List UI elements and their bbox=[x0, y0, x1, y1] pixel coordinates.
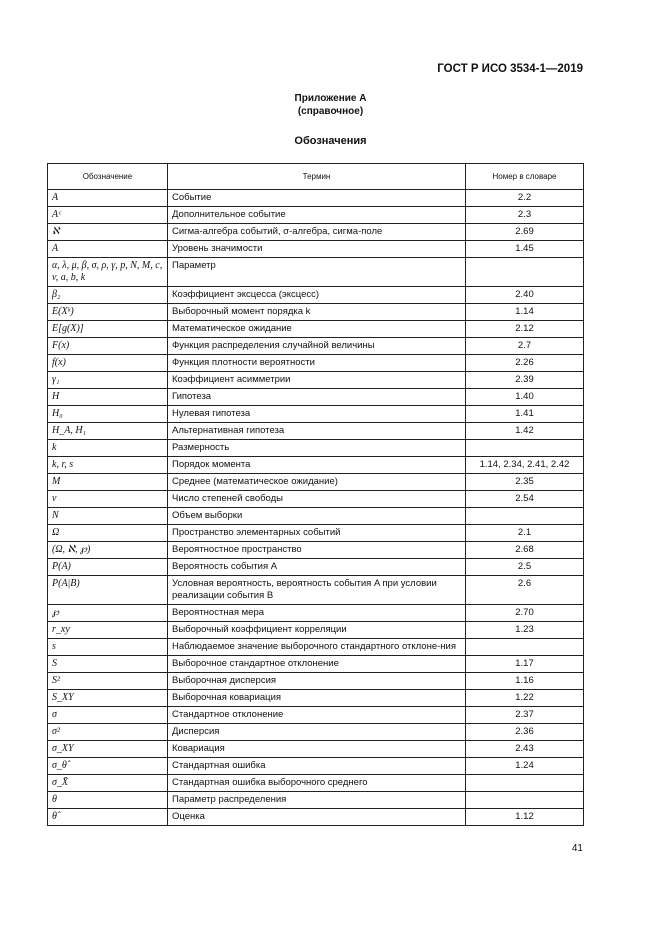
term-cell: Сигма-алгебра событий, σ-алгебра, сигма-поле bbox=[168, 224, 466, 241]
table-row bbox=[48, 372, 584, 389]
number-cell: 2.2 bbox=[466, 190, 584, 207]
table-row bbox=[48, 457, 584, 474]
table-row bbox=[48, 559, 584, 576]
symbol-cell: f(x) bbox=[48, 355, 168, 372]
symbol-cell: k bbox=[48, 440, 168, 457]
table-row bbox=[48, 423, 584, 440]
symbol-cell: σ² bbox=[48, 724, 168, 741]
annex-heading bbox=[0, 92, 661, 118]
number-cell: 1.23 bbox=[466, 622, 584, 639]
number-cell bbox=[466, 508, 584, 525]
table-row bbox=[48, 775, 584, 792]
table-row bbox=[48, 406, 584, 423]
number-cell bbox=[466, 258, 584, 287]
symbol-cell: σ_X̄ bbox=[48, 775, 168, 792]
page-number: 41 bbox=[571, 843, 583, 854]
symbol-cell: k, r, s bbox=[48, 457, 168, 474]
table-row bbox=[48, 287, 584, 304]
number-cell: 2.54 bbox=[466, 491, 584, 508]
symbol-cell: (Ω, ℵ, ℘) bbox=[48, 542, 168, 559]
table-row bbox=[48, 690, 584, 707]
annex-subtitle: (справочное) bbox=[297, 106, 364, 117]
table-row bbox=[48, 639, 584, 656]
number-cell: 2.35 bbox=[466, 474, 584, 491]
table-row bbox=[48, 525, 584, 542]
symbol-cell: E(Xᵏ) bbox=[48, 304, 168, 321]
term-cell: Выборочная ковариация bbox=[168, 690, 466, 707]
symbol-cell: ℘ bbox=[48, 605, 168, 622]
symbol-cell: β₂ bbox=[48, 287, 168, 304]
number-cell: 1.14, 2.34, 2.41, 2.42 bbox=[466, 457, 584, 474]
number-cell bbox=[466, 639, 584, 656]
term-cell: Нулевая гипотеза bbox=[168, 406, 466, 423]
term-cell: Наблюдаемое значение выборочного стандартного отклоне-ния bbox=[168, 639, 466, 656]
term-cell: Выборочное стандартное отклонение bbox=[168, 656, 466, 673]
term-cell: Среднее (математическое ожидание) bbox=[168, 474, 466, 491]
symbol-cell: σ_XY bbox=[48, 741, 168, 758]
term-cell: Ковариация bbox=[168, 741, 466, 758]
symbol-cell: ℵ bbox=[48, 224, 168, 241]
table-body bbox=[48, 190, 584, 826]
symbol-cell: ν bbox=[48, 491, 168, 508]
number-cell: 1.45 bbox=[466, 241, 584, 258]
number-cell: 1.17 bbox=[466, 656, 584, 673]
number-cell: 2.70 bbox=[466, 605, 584, 622]
table-row bbox=[48, 304, 584, 321]
term-cell: Вероятностное пространство bbox=[168, 542, 466, 559]
number-cell: 2.40 bbox=[466, 287, 584, 304]
number-cell bbox=[466, 440, 584, 457]
symbol-cell: S² bbox=[48, 673, 168, 690]
term-cell: Функция плотности вероятности bbox=[168, 355, 466, 372]
number-cell: 2.39 bbox=[466, 372, 584, 389]
table-row bbox=[48, 508, 584, 525]
standard-designation: ГОСТ Р ИСО 3534-1—2019 bbox=[437, 63, 583, 75]
term-cell: Оценка bbox=[168, 809, 466, 826]
term-cell: Выборочный момент порядка k bbox=[168, 304, 466, 321]
table-row bbox=[48, 673, 584, 690]
term-cell: Выборочная дисперсия bbox=[168, 673, 466, 690]
table-row bbox=[48, 792, 584, 809]
number-cell: 2.68 bbox=[466, 542, 584, 559]
term-cell: Функция распределения случайной величины bbox=[168, 338, 466, 355]
term-cell: Пространство элементарных событий bbox=[168, 525, 466, 542]
number-cell: 1.22 bbox=[466, 690, 584, 707]
number-cell: 1.41 bbox=[466, 406, 584, 423]
number-cell bbox=[466, 792, 584, 809]
number-cell: 2.37 bbox=[466, 707, 584, 724]
symbol-cell: θ̂ bbox=[48, 809, 168, 826]
symbol-cell: θ bbox=[48, 792, 168, 809]
column-header-symbol: Обозначение bbox=[48, 164, 168, 190]
term-cell: Параметр bbox=[168, 258, 466, 287]
number-cell: 2.43 bbox=[466, 741, 584, 758]
number-cell bbox=[466, 775, 584, 792]
symbol-cell: σ_θ̂ bbox=[48, 758, 168, 775]
symbol-cell: σ bbox=[48, 707, 168, 724]
term-cell: Число степеней свободы bbox=[168, 491, 466, 508]
symbol-cell: S bbox=[48, 656, 168, 673]
term-cell: Уровень значимости bbox=[168, 241, 466, 258]
table-row bbox=[48, 355, 584, 372]
symbol-cell: r_xy bbox=[48, 622, 168, 639]
table-row bbox=[48, 809, 584, 826]
number-cell: 2.5 bbox=[466, 559, 584, 576]
number-cell: 2.7 bbox=[466, 338, 584, 355]
number-cell: 2.69 bbox=[466, 224, 584, 241]
number-cell: 1.40 bbox=[466, 389, 584, 406]
table-row bbox=[48, 491, 584, 508]
symbol-cell: P(A|B) bbox=[48, 576, 168, 605]
number-cell: 2.12 bbox=[466, 321, 584, 338]
symbol-cell: N bbox=[48, 508, 168, 525]
symbol-cell: Ω bbox=[48, 525, 168, 542]
table-row bbox=[48, 224, 584, 241]
table-row bbox=[48, 338, 584, 355]
table-row bbox=[48, 622, 584, 639]
table-row bbox=[48, 440, 584, 457]
number-cell: 1.14 bbox=[466, 304, 584, 321]
number-cell: 1.24 bbox=[466, 758, 584, 775]
number-cell: 2.3 bbox=[466, 207, 584, 224]
column-header-number: Номер в словаре bbox=[466, 164, 584, 190]
symbol-cell: F(x) bbox=[48, 338, 168, 355]
term-cell: Событие bbox=[168, 190, 466, 207]
symbol-cell: H₀ bbox=[48, 406, 168, 423]
table-row bbox=[48, 389, 584, 406]
term-cell: Дополнительное событие bbox=[168, 207, 466, 224]
symbol-cell: H_A, H₁ bbox=[48, 423, 168, 440]
number-cell: 1.12 bbox=[466, 809, 584, 826]
term-cell: Вероятностная мера bbox=[168, 605, 466, 622]
table-row bbox=[48, 656, 584, 673]
term-cell: Объем выборки bbox=[168, 508, 466, 525]
table-row bbox=[48, 241, 584, 258]
annex-title: Приложение А bbox=[294, 93, 367, 104]
term-cell: Стандартная ошибка выборочного среднего bbox=[168, 775, 466, 792]
term-cell: Параметр распределения bbox=[168, 792, 466, 809]
table-row bbox=[48, 758, 584, 775]
term-cell: Стандартное отклонение bbox=[168, 707, 466, 724]
number-cell: 2.36 bbox=[466, 724, 584, 741]
table-row bbox=[48, 207, 584, 224]
table-header-row bbox=[48, 164, 584, 190]
symbol-cell: S_XY bbox=[48, 690, 168, 707]
table-row bbox=[48, 741, 584, 758]
table-row bbox=[48, 605, 584, 622]
table-row bbox=[48, 190, 584, 207]
number-cell: 2.26 bbox=[466, 355, 584, 372]
term-cell: Условная вероятность, вероятность события A при условии реализации события B bbox=[168, 576, 466, 605]
symbol-cell: α, λ, μ, β, σ, ρ, γ, p, N, M, c, v, a, b, k bbox=[48, 258, 168, 287]
symbol-cell: A bbox=[48, 241, 168, 258]
symbol-cell: γ₁ bbox=[48, 372, 168, 389]
symbol-cell: Aᶜ bbox=[48, 207, 168, 224]
column-header-term: Термин bbox=[168, 164, 466, 190]
term-cell: Стандартная ошибка bbox=[168, 758, 466, 775]
number-cell: 1.16 bbox=[466, 673, 584, 690]
term-cell: Гипотеза bbox=[168, 389, 466, 406]
term-cell: Дисперсия bbox=[168, 724, 466, 741]
number-cell: 1.42 bbox=[466, 423, 584, 440]
table-row bbox=[48, 724, 584, 741]
term-cell: Порядок момента bbox=[168, 457, 466, 474]
table-row bbox=[48, 474, 584, 491]
table-row bbox=[48, 707, 584, 724]
term-cell: Коэффициент асимметрии bbox=[168, 372, 466, 389]
term-cell: Выборочный коэффициент корреляции bbox=[168, 622, 466, 639]
term-cell: Вероятность события A bbox=[168, 559, 466, 576]
symbols-table bbox=[47, 163, 584, 826]
table-row bbox=[48, 258, 584, 287]
term-cell: Альтернативная гипотеза bbox=[168, 423, 466, 440]
symbol-cell: s bbox=[48, 639, 168, 656]
table-row bbox=[48, 542, 584, 559]
symbol-cell: M bbox=[48, 474, 168, 491]
symbol-cell: E[g(X)] bbox=[48, 321, 168, 338]
table-row bbox=[48, 576, 584, 605]
term-cell: Математическое ожидание bbox=[168, 321, 466, 338]
symbol-cell: H bbox=[48, 389, 168, 406]
table-row bbox=[48, 321, 584, 338]
term-cell: Размерность bbox=[168, 440, 466, 457]
symbol-cell: A bbox=[48, 190, 168, 207]
term-cell: Коэффициент эксцесса (эксцесс) bbox=[168, 287, 466, 304]
number-cell: 2.6 bbox=[466, 576, 584, 605]
section-title: Обозначения bbox=[294, 135, 367, 147]
symbol-cell: P(A) bbox=[48, 559, 168, 576]
number-cell: 2.1 bbox=[466, 525, 584, 542]
